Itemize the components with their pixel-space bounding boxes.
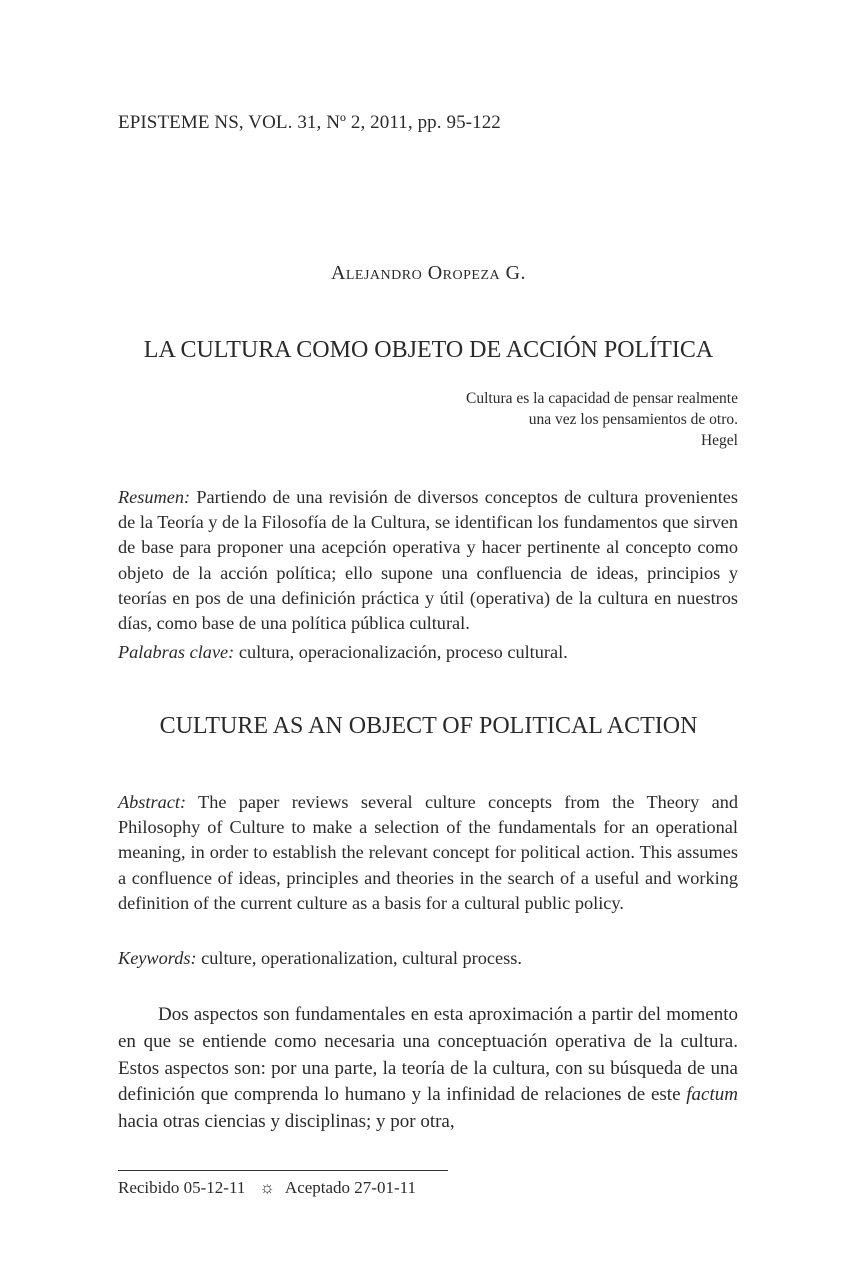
- abstract-label: Abstract:: [118, 792, 187, 812]
- abstract-text: The paper reviews several culture concepts from the Theory and Philosophy of Culture to make a selection of the fundamentals for an operational meaning, in order to establish the relevant concept for political action. This assumes a confluence of ideas, principles and theories in the search of a useful and working definition of the current culture as a basis for a cultural public policy.: [118, 792, 738, 913]
- abstract-paragraph: [118, 790, 738, 916]
- body-text-part-2: hacia otras ciencias y disciplinas; y por otra,: [118, 1111, 455, 1133]
- body-italic-term: factum: [686, 1084, 738, 1106]
- resumen-label: Resumen:: [118, 487, 191, 507]
- sun-icon: ☼: [259, 1178, 275, 1197]
- title-spanish: LA CULTURA COMO OBJETO DE ACCIÓN POLÍTICA: [143, 337, 714, 363]
- author-name: Alejandro Oropeza G.: [330, 262, 527, 284]
- footnote-dates: [118, 1178, 416, 1198]
- body-paragraph: [118, 1002, 738, 1136]
- resumen-paragraph: [118, 485, 738, 636]
- body-text-part-1: Dos aspectos son fundamentales en esta aproximación a partir del momento en que se entiende como necesaria una conceptuación operativa de la cultura. Estos aspectos son: por una parte, la teoría de la cultura, con su búsqueda de una definición que comprenda lo humano y la infinidad de relaciones de este: [118, 1004, 738, 1106]
- keywords-text: culture, operationalization, cultural process.: [196, 948, 522, 968]
- epigraph-line-1: Cultura es la capacidad de pensar realmente: [466, 390, 738, 407]
- epigraph-attribution: Hegel: [700, 432, 738, 449]
- title-english: CULTURE AS AN OBJECT OF POLITICAL ACTION: [159, 713, 698, 739]
- footnote-rule: [118, 1170, 448, 1171]
- palabras-clave-label: Palabras clave:: [118, 642, 235, 662]
- accepted-date: Aceptado 27-01-11: [284, 1178, 416, 1197]
- journal-citation: EPISTEME NS, VOL. 31, Nº 2, 2011, pp. 95-122: [118, 112, 501, 133]
- received-date: Recibido 05-12-11: [118, 1178, 246, 1197]
- resumen-text: Partiendo de una revisión de diversos conceptos de cultura provenientes de la Teoría y de la Filosofía de la Cultura, se identifican los fundamentos que sirven de base para proponer una acepción operativa y hacer pertinente al concepto como objeto de la acción política; ello supone una confluencia de ideas, principios y teorías en pos de una definición práctica y útil (operativa) de la cultura en nuestros días, como base de una política pública cultural.: [118, 487, 738, 634]
- epigraph: [466, 388, 738, 451]
- epigraph-line-2: una vez los pensamientos de otro.: [528, 411, 738, 428]
- keywords-label: Keywords:: [118, 948, 197, 968]
- keywords: [118, 946, 738, 971]
- palabras-clave: [118, 640, 738, 665]
- palabras-clave-text: cultura, operacionalización, proceso cultural.: [234, 642, 568, 662]
